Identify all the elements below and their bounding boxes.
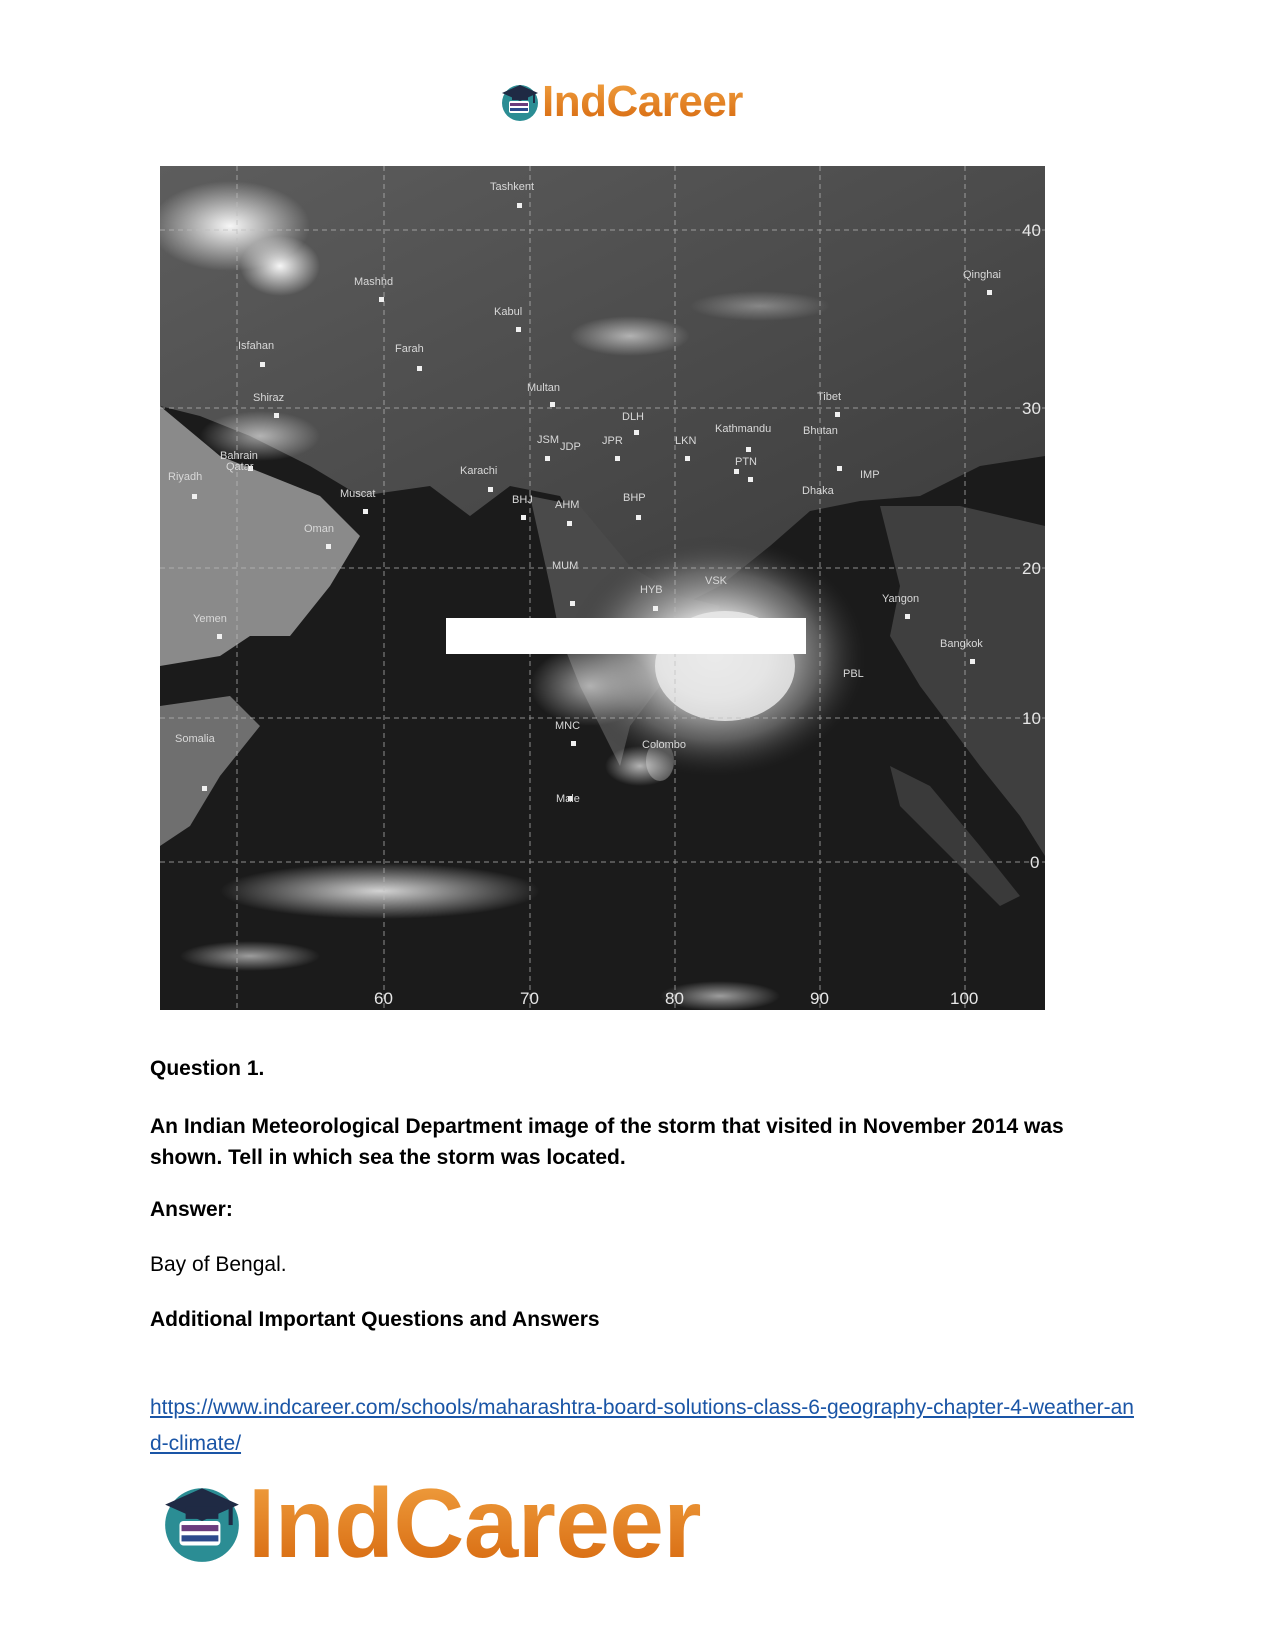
longitude-label: 70 <box>520 989 539 1008</box>
map-label: VSK <box>705 575 728 587</box>
question-heading: Question 1. <box>150 1057 265 1080</box>
map-label: Riyadh <box>168 471 203 483</box>
map-label: Multan <box>527 382 561 394</box>
brand-wordmark: IndCareer <box>542 77 743 126</box>
longitude-label: 100 <box>950 989 979 1008</box>
answer-heading: Answer: <box>150 1198 233 1221</box>
map-label: Male <box>556 793 580 805</box>
map-label: Shiraz <box>253 392 285 404</box>
map-label: Yemen <box>193 613 227 625</box>
map-label: Colombo <box>642 739 687 751</box>
map-label: Qinghai <box>963 269 1001 281</box>
map-label: JSM <box>537 434 559 446</box>
map-label: Muscat <box>340 488 376 500</box>
indcareer-logo-top <box>500 77 743 126</box>
map-label: JDP <box>560 441 581 453</box>
latitude-label: 20 <box>1022 559 1041 578</box>
map-label: MNC <box>555 720 581 732</box>
latitude-label: 30 <box>1022 399 1041 418</box>
map-label: HYB <box>640 584 663 596</box>
latitude-label: 40 <box>1022 221 1041 240</box>
map-label: Oman <box>304 523 334 535</box>
question-text: An Indian Meteorological Department image of the storm that visited in November 2014 was shown. Tell in which sea the storm was located. <box>150 1115 1064 1169</box>
graduation-cap-book-icon <box>160 1480 244 1566</box>
map-label: Mashhd <box>354 276 394 288</box>
latitude-label: 10 <box>1022 709 1041 728</box>
longitude-label: 90 <box>810 989 829 1008</box>
map-label: BHJ <box>512 494 533 506</box>
brand-wordmark: IndCareer <box>248 1468 702 1578</box>
map-label: IMP <box>860 469 880 481</box>
map-label: Isfahan <box>238 340 275 352</box>
map-label: Bahrain <box>220 450 258 462</box>
latitude-label: 0 <box>1030 853 1040 872</box>
map-label: Farah <box>395 343 424 355</box>
map-label: Bhutan <box>803 425 838 437</box>
map-label: Tashkent <box>490 181 535 193</box>
additional-questions-heading: Additional Important Questions and Answers <box>150 1308 600 1331</box>
map-label: PBL <box>843 668 864 680</box>
indcareer-logo-bottom <box>160 1468 702 1578</box>
map-label: Tibet <box>817 391 842 403</box>
map-label: Qatar <box>226 461 254 473</box>
map-label: Bangkok <box>940 638 983 650</box>
map-label: Karachi <box>460 465 498 477</box>
map-label: JPR <box>602 435 623 447</box>
map-label: DLH <box>622 411 645 423</box>
redaction-bar <box>446 618 806 654</box>
longitude-label: 80 <box>665 989 684 1008</box>
map-label: Yangon <box>882 593 920 605</box>
map-label: AHM <box>555 499 580 511</box>
graduation-cap-book-icon <box>500 81 540 123</box>
longitude-label: 60 <box>374 989 393 1008</box>
answer-text: Bay of Bengal. <box>150 1253 287 1276</box>
map-label: Dhaka <box>802 485 834 497</box>
map-label: LKN <box>675 435 697 447</box>
map-label: Kabul <box>494 306 523 318</box>
map-label: Somalia <box>175 733 215 745</box>
map-label: MUM <box>552 560 579 572</box>
map-label: Kathmandu <box>715 423 772 435</box>
source-link[interactable]: https://www.indcareer.com/schools/maharashtra-board-solutions-class-6-geography-chapter-4-weather-and-climate/ <box>150 1396 1134 1455</box>
map-label: PTN <box>735 456 757 468</box>
map-label: BHP <box>623 492 646 504</box>
satellite-storm-image <box>160 166 1045 1010</box>
